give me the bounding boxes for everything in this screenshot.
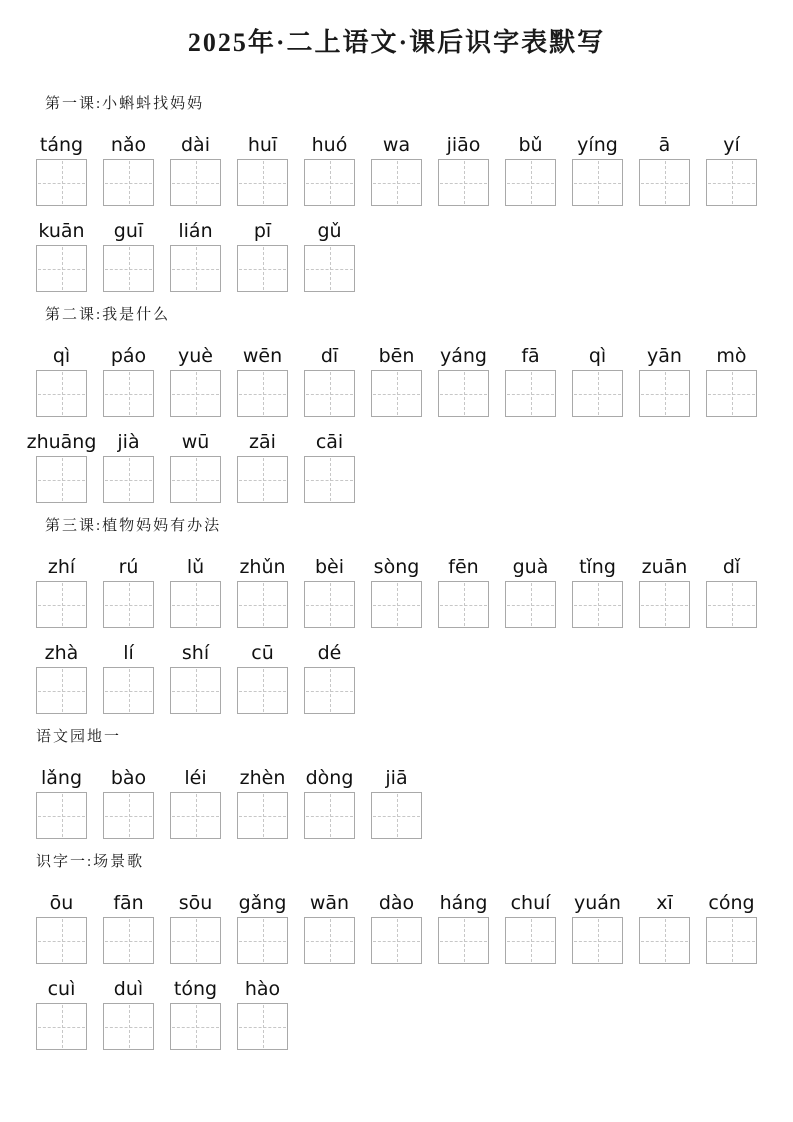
pinyin-label: cū	[251, 642, 274, 664]
pinyin-label: dī	[320, 345, 339, 367]
worksheet-section	[36, 94, 793, 292]
box-horizontal-dashed-line	[373, 816, 420, 817]
pinyin-label: ōu	[49, 892, 74, 914]
character-cell	[505, 344, 556, 417]
pinyin-label: fā	[521, 345, 540, 367]
box-horizontal-dashed-line	[440, 394, 487, 395]
writing-box	[572, 581, 623, 628]
character-cell	[36, 977, 87, 1050]
section-heading: 第三课:植物妈妈有办法	[45, 518, 222, 534]
writing-box	[103, 581, 154, 628]
pinyin-row	[36, 891, 793, 964]
worksheet-section	[26, 305, 793, 503]
pinyin-label: tóng	[173, 978, 218, 1000]
character-cell	[572, 891, 623, 964]
pinyin-label: bào	[110, 767, 147, 789]
box-horizontal-dashed-line	[574, 941, 621, 942]
box-horizontal-dashed-line	[239, 394, 286, 395]
character-cell	[170, 555, 221, 628]
character-cell	[237, 555, 288, 628]
pinyin-label: guī	[113, 220, 144, 242]
character-cell	[572, 133, 623, 206]
box-horizontal-dashed-line	[38, 480, 85, 481]
pinyin-label: sōu	[178, 892, 213, 914]
writing-box	[103, 245, 154, 292]
writing-box	[505, 581, 556, 628]
writing-box	[706, 581, 757, 628]
character-cell	[639, 891, 690, 964]
character-cell	[103, 891, 154, 964]
box-horizontal-dashed-line	[172, 691, 219, 692]
character-cell	[639, 555, 690, 628]
writing-box	[36, 581, 87, 628]
character-cell	[505, 891, 556, 964]
worksheet-section	[36, 727, 793, 839]
character-cell	[706, 133, 757, 206]
box-horizontal-dashed-line	[239, 941, 286, 942]
box-horizontal-dashed-line	[440, 605, 487, 606]
box-horizontal-dashed-line	[38, 691, 85, 692]
pinyin-label: qì	[588, 345, 607, 367]
pinyin-label: bēn	[378, 345, 415, 367]
character-cell	[237, 641, 288, 714]
writing-box	[237, 456, 288, 503]
writing-box	[103, 917, 154, 964]
writing-box	[639, 370, 690, 417]
box-horizontal-dashed-line	[306, 605, 353, 606]
writing-box	[103, 456, 154, 503]
character-cell	[505, 133, 556, 206]
character-cell	[36, 219, 87, 292]
character-cell	[639, 133, 690, 206]
character-cell	[706, 891, 757, 964]
writing-box	[237, 667, 288, 714]
pinyin-label: bèi	[314, 556, 345, 578]
character-cell	[304, 219, 355, 292]
character-cell	[170, 133, 221, 206]
pinyin-label: gǔ	[317, 220, 342, 242]
box-horizontal-dashed-line	[440, 183, 487, 184]
box-horizontal-dashed-line	[172, 605, 219, 606]
pinyin-row	[36, 977, 793, 1050]
writing-box	[304, 917, 355, 964]
character-cell	[103, 219, 154, 292]
pinyin-label: dé	[317, 642, 342, 664]
writing-box	[572, 370, 623, 417]
pinyin-label: lǔ	[186, 556, 205, 578]
pinyin-label: yuè	[178, 345, 213, 367]
character-cell	[103, 641, 154, 714]
writing-box	[706, 370, 757, 417]
pinyin-label: wa	[382, 134, 411, 156]
writing-box	[505, 159, 556, 206]
pinyin-label: guà	[512, 556, 549, 578]
character-cell	[170, 430, 221, 503]
pinyin-label: jià	[117, 431, 140, 453]
pinyin-label: wēn	[242, 345, 283, 367]
box-horizontal-dashed-line	[306, 269, 353, 270]
writing-box	[438, 581, 489, 628]
pinyin-label: fēn	[448, 556, 479, 578]
pinyin-label: yuán	[574, 892, 621, 914]
writing-box	[103, 792, 154, 839]
writing-box	[438, 159, 489, 206]
character-cell	[371, 555, 422, 628]
character-cell	[572, 555, 623, 628]
writing-box	[170, 917, 221, 964]
box-horizontal-dashed-line	[38, 394, 85, 395]
writing-box	[505, 917, 556, 964]
pinyin-label: huó	[311, 134, 348, 156]
pinyin-label: dào	[378, 892, 415, 914]
character-cell	[237, 430, 288, 503]
box-horizontal-dashed-line	[574, 183, 621, 184]
pinyin-label: chuí	[510, 892, 551, 914]
box-horizontal-dashed-line	[306, 480, 353, 481]
character-cell	[36, 641, 87, 714]
box-horizontal-dashed-line	[172, 816, 219, 817]
character-cell	[371, 766, 422, 839]
writing-box	[304, 159, 355, 206]
character-cell	[237, 891, 288, 964]
character-cell	[505, 555, 556, 628]
pinyin-label: bǔ	[518, 134, 543, 156]
box-horizontal-dashed-line	[306, 941, 353, 942]
character-cell	[103, 977, 154, 1050]
pinyin-label: qì	[52, 345, 71, 367]
box-horizontal-dashed-line	[574, 394, 621, 395]
pinyin-label: tǐng	[579, 556, 616, 578]
pinyin-label: gǎng	[238, 892, 287, 914]
character-cell	[170, 977, 221, 1050]
pinyin-label: fān	[113, 892, 144, 914]
writing-box	[237, 1003, 288, 1050]
character-cell	[304, 891, 355, 964]
character-cell	[304, 344, 355, 417]
box-horizontal-dashed-line	[574, 605, 621, 606]
pinyin-label: dòng	[305, 767, 354, 789]
pinyin-label: zhèn	[239, 767, 286, 789]
pinyin-label: yíng	[577, 134, 618, 156]
writing-box	[36, 667, 87, 714]
pinyin-label: cuì	[47, 978, 76, 1000]
character-cell	[237, 219, 288, 292]
box-horizontal-dashed-line	[172, 941, 219, 942]
character-cell	[103, 430, 154, 503]
writing-box	[237, 792, 288, 839]
box-horizontal-dashed-line	[239, 1027, 286, 1028]
character-cell	[371, 133, 422, 206]
character-cell	[438, 555, 489, 628]
box-horizontal-dashed-line	[38, 941, 85, 942]
pinyin-label: wān	[309, 892, 350, 914]
character-cell	[304, 641, 355, 714]
box-horizontal-dashed-line	[306, 183, 353, 184]
box-horizontal-dashed-line	[105, 816, 152, 817]
writing-box	[237, 917, 288, 964]
writing-box	[36, 792, 87, 839]
box-horizontal-dashed-line	[708, 605, 755, 606]
writing-box	[170, 667, 221, 714]
pinyin-label: lǎng	[40, 767, 83, 789]
worksheet-section	[36, 852, 793, 1050]
character-cell	[572, 344, 623, 417]
character-cell	[706, 344, 757, 417]
character-cell	[103, 766, 154, 839]
writing-box	[304, 667, 355, 714]
pinyin-label: háng	[439, 892, 488, 914]
pinyin-row	[36, 641, 793, 714]
writing-box	[170, 456, 221, 503]
box-horizontal-dashed-line	[641, 394, 688, 395]
box-horizontal-dashed-line	[239, 691, 286, 692]
box-horizontal-dashed-line	[239, 480, 286, 481]
writing-box	[170, 370, 221, 417]
box-horizontal-dashed-line	[38, 1027, 85, 1028]
box-horizontal-dashed-line	[239, 183, 286, 184]
box-horizontal-dashed-line	[38, 816, 85, 817]
box-horizontal-dashed-line	[373, 605, 420, 606]
pinyin-label: jiā	[385, 767, 408, 789]
box-horizontal-dashed-line	[507, 394, 554, 395]
box-horizontal-dashed-line	[306, 816, 353, 817]
pinyin-label: wū	[181, 431, 210, 453]
writing-box	[304, 581, 355, 628]
pinyin-label: zhí	[47, 556, 76, 578]
character-cell	[36, 555, 87, 628]
pinyin-row	[26, 430, 793, 503]
writing-box	[371, 370, 422, 417]
pinyin-label: zāi	[249, 431, 276, 453]
writing-box	[36, 370, 87, 417]
writing-box	[505, 370, 556, 417]
box-horizontal-dashed-line	[172, 183, 219, 184]
pinyin-row	[36, 133, 793, 206]
writing-box	[36, 456, 87, 503]
box-horizontal-dashed-line	[373, 183, 420, 184]
character-cell	[103, 555, 154, 628]
writing-box	[438, 370, 489, 417]
character-cell	[36, 344, 87, 417]
character-cell	[438, 133, 489, 206]
writing-box	[36, 917, 87, 964]
box-horizontal-dashed-line	[105, 269, 152, 270]
box-horizontal-dashed-line	[239, 816, 286, 817]
box-horizontal-dashed-line	[38, 605, 85, 606]
character-cell	[36, 891, 87, 964]
writing-box	[170, 581, 221, 628]
pinyin-label: cāi	[315, 431, 344, 453]
pinyin-row	[36, 766, 793, 839]
writing-box	[237, 159, 288, 206]
writing-box	[639, 917, 690, 964]
writing-box	[304, 792, 355, 839]
writing-box	[304, 370, 355, 417]
writing-box	[639, 159, 690, 206]
writing-box	[639, 581, 690, 628]
box-horizontal-dashed-line	[306, 691, 353, 692]
pinyin-label: nǎo	[110, 134, 147, 156]
box-horizontal-dashed-line	[38, 183, 85, 184]
pinyin-row	[36, 219, 793, 292]
writing-box	[371, 159, 422, 206]
character-cell	[304, 555, 355, 628]
box-horizontal-dashed-line	[507, 605, 554, 606]
writing-box	[170, 245, 221, 292]
pinyin-label: lí	[123, 642, 134, 664]
pinyin-label: zuān	[641, 556, 688, 578]
writing-box	[36, 1003, 87, 1050]
writing-box	[237, 581, 288, 628]
box-horizontal-dashed-line	[105, 941, 152, 942]
pinyin-label: táng	[39, 134, 84, 156]
box-horizontal-dashed-line	[105, 480, 152, 481]
pinyin-label: zhǔn	[239, 556, 286, 578]
writing-box	[103, 667, 154, 714]
writing-box	[103, 1003, 154, 1050]
writing-box	[371, 792, 422, 839]
character-cell	[237, 766, 288, 839]
writing-box	[304, 245, 355, 292]
writing-box	[237, 245, 288, 292]
pinyin-label: xī	[656, 892, 673, 914]
box-horizontal-dashed-line	[239, 605, 286, 606]
box-horizontal-dashed-line	[641, 605, 688, 606]
writing-box	[237, 370, 288, 417]
writing-box	[371, 917, 422, 964]
character-cell	[237, 977, 288, 1050]
writing-box	[706, 159, 757, 206]
character-cell	[438, 891, 489, 964]
box-horizontal-dashed-line	[373, 394, 420, 395]
box-horizontal-dashed-line	[105, 183, 152, 184]
writing-box	[572, 159, 623, 206]
character-cell	[26, 430, 97, 503]
sections-container	[0, 60, 793, 1050]
character-cell	[371, 891, 422, 964]
writing-box	[36, 159, 87, 206]
worksheet-section	[36, 516, 793, 714]
character-cell	[103, 344, 154, 417]
box-horizontal-dashed-line	[105, 605, 152, 606]
writing-box	[103, 159, 154, 206]
character-cell	[103, 133, 154, 206]
pinyin-label: zhuāng	[26, 431, 97, 453]
pinyin-label: yáng	[440, 345, 487, 367]
box-horizontal-dashed-line	[306, 394, 353, 395]
character-cell	[170, 891, 221, 964]
character-cell	[170, 766, 221, 839]
box-horizontal-dashed-line	[373, 941, 420, 942]
box-horizontal-dashed-line	[105, 691, 152, 692]
section-heading: 第二课:我是什么	[45, 307, 171, 323]
character-cell	[371, 344, 422, 417]
box-horizontal-dashed-line	[172, 480, 219, 481]
pinyin-label: sòng	[373, 556, 420, 578]
character-cell	[438, 344, 489, 417]
pinyin-label: duì	[113, 978, 144, 1000]
box-horizontal-dashed-line	[172, 1027, 219, 1028]
page-title: 2025年·二上语文·课后识字表默写	[187, 28, 606, 57]
pinyin-label: ā	[658, 134, 671, 156]
writing-box	[170, 159, 221, 206]
pinyin-label: yān	[647, 345, 682, 367]
box-horizontal-dashed-line	[507, 183, 554, 184]
box-horizontal-dashed-line	[641, 941, 688, 942]
writing-box	[36, 245, 87, 292]
pinyin-label: pī	[253, 220, 272, 242]
pinyin-label: páo	[110, 345, 147, 367]
pinyin-label: mò	[716, 345, 747, 367]
character-cell	[170, 344, 221, 417]
pinyin-label: dǐ	[722, 556, 741, 578]
box-horizontal-dashed-line	[708, 941, 755, 942]
box-horizontal-dashed-line	[105, 1027, 152, 1028]
character-cell	[304, 766, 355, 839]
box-horizontal-dashed-line	[105, 394, 152, 395]
writing-box	[572, 917, 623, 964]
pinyin-label: shí	[181, 642, 210, 664]
pinyin-row	[36, 344, 793, 417]
pinyin-label: huī	[247, 134, 278, 156]
character-cell	[639, 344, 690, 417]
character-cell	[237, 133, 288, 206]
writing-box	[103, 370, 154, 417]
character-cell	[304, 430, 355, 503]
pinyin-label: zhà	[44, 642, 79, 664]
pinyin-label: hào	[244, 978, 281, 1000]
character-cell	[237, 344, 288, 417]
section-heading: 语文园地一	[36, 729, 122, 745]
pinyin-label: dài	[181, 134, 210, 156]
pinyin-label: cóng	[708, 892, 755, 914]
box-horizontal-dashed-line	[440, 941, 487, 942]
box-horizontal-dashed-line	[172, 394, 219, 395]
pinyin-label: rú	[118, 556, 139, 578]
box-horizontal-dashed-line	[507, 941, 554, 942]
box-horizontal-dashed-line	[708, 394, 755, 395]
pinyin-label: lián	[178, 220, 213, 242]
box-horizontal-dashed-line	[38, 269, 85, 270]
writing-box	[438, 917, 489, 964]
pinyin-label: kuān	[38, 220, 85, 242]
character-cell	[36, 766, 87, 839]
writing-box	[170, 792, 221, 839]
writing-box	[706, 917, 757, 964]
box-horizontal-dashed-line	[239, 269, 286, 270]
pinyin-row	[36, 555, 793, 628]
character-cell	[706, 555, 757, 628]
section-heading: 识字一:场景歌	[36, 854, 145, 870]
box-horizontal-dashed-line	[172, 269, 219, 270]
character-cell	[170, 641, 221, 714]
writing-box	[304, 456, 355, 503]
character-cell	[170, 219, 221, 292]
character-cell	[304, 133, 355, 206]
writing-box	[371, 581, 422, 628]
pinyin-label: yí	[723, 134, 740, 156]
box-horizontal-dashed-line	[641, 183, 688, 184]
writing-box	[170, 1003, 221, 1050]
pinyin-label: léi	[184, 767, 207, 789]
section-heading: 第一课:小蝌蚪找妈妈	[45, 96, 205, 112]
character-cell	[36, 133, 87, 206]
box-horizontal-dashed-line	[708, 183, 755, 184]
pinyin-label: jiāo	[446, 134, 481, 156]
